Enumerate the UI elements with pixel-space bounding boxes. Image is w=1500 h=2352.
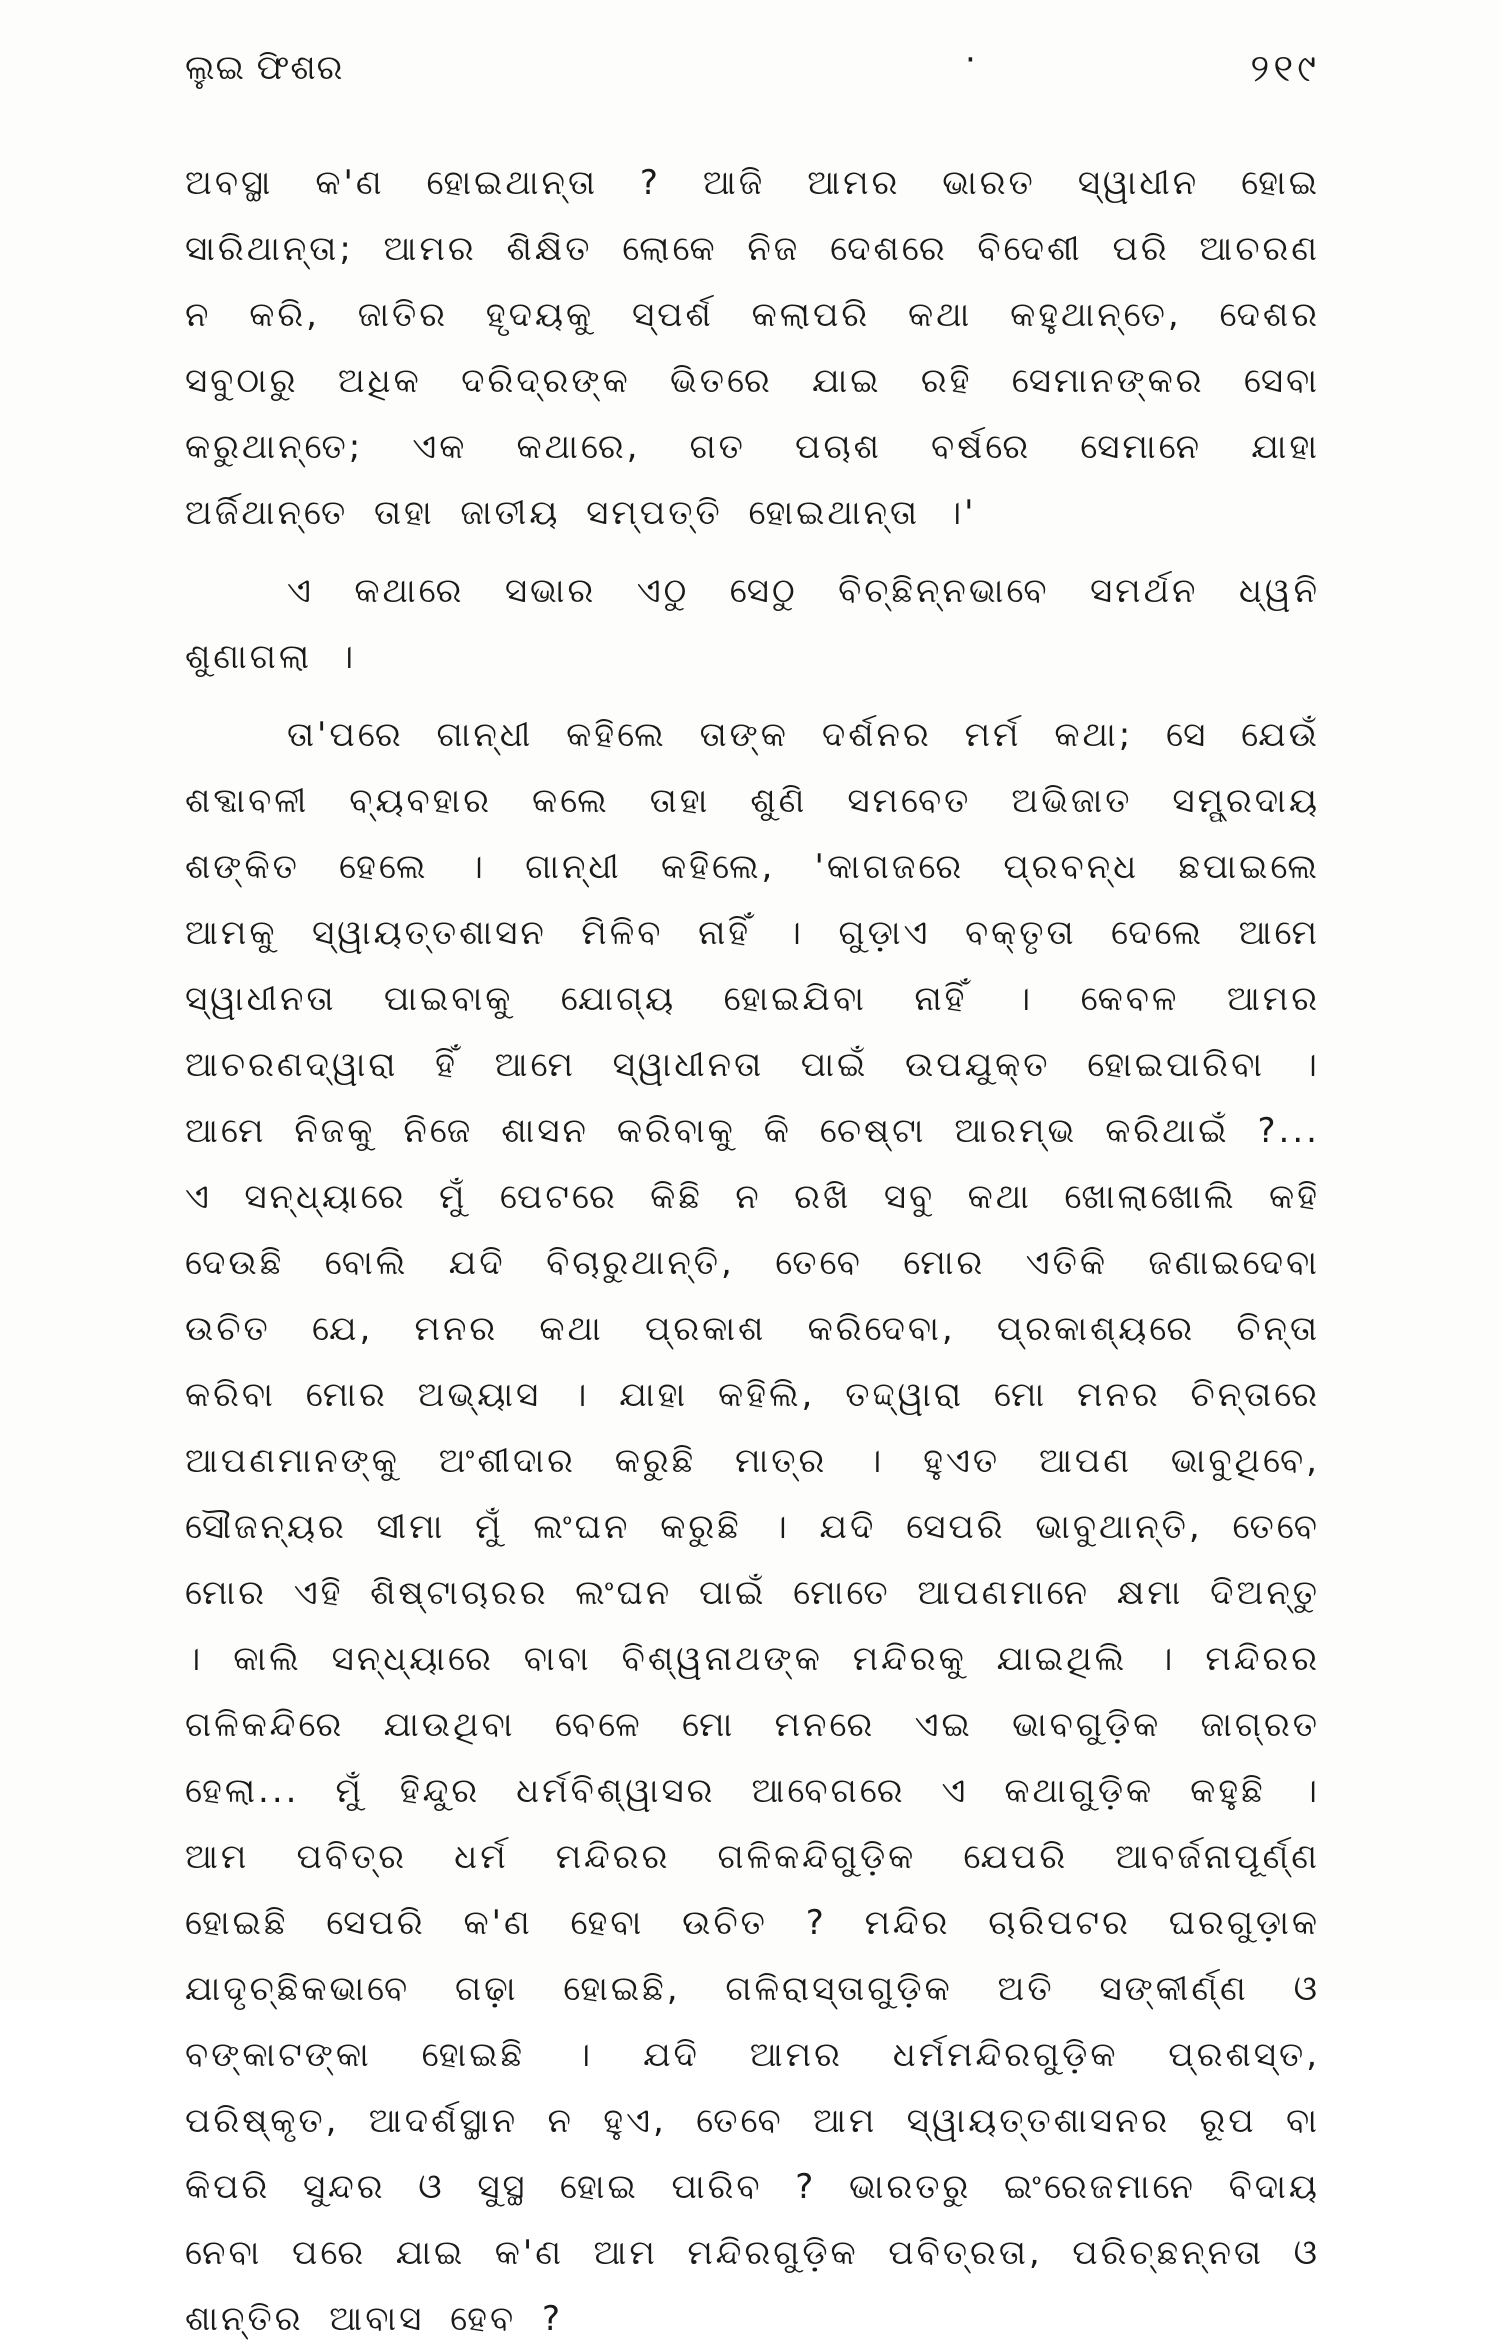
header-title: ଲୁଇ ଫିଶର: [185, 48, 344, 88]
paragraph-applause: ଏ କଥାରେ ସଭାର ଏଠୁ ସେଠୁ ବିଚ୍ଛିନ୍ନଭାବେ ସମର୍ଥନ ଧ୍ୱନି ଶୁଣାଗଲା ।: [185, 571, 1320, 677]
running-header: [185, 40, 1320, 100]
header-dot: ·: [965, 40, 976, 80]
page-number: ୨୧୯: [1250, 46, 1320, 90]
paragraph-gandhi-speech: ତା'ପରେ ଗାନ୍ଧୀ କହିଲେ ତାଙ୍କ ଦର୍ଶନର ମର୍ମ କଥା; ସେ ଯେଉଁ ଶବ୍ଦାବଳୀ ବ୍ୟବହାର କଲେ ତାହା ଶୁଣି ସମବେତ ଅଭିଜାତ ସମ୍ପ୍ରଦାୟ ଶଙ୍କିତ ହେଲେ । ଗାନ୍ଧୀ କହିଲେ, 'କାଗଜରେ ପ୍ରବନ୍ଧ ଛପାଇଲେ ଆମକୁ ସ୍ୱାୟତ୍ତଶାସନ ମିଳିବ ନାହିଁ । ଗୁଡ଼ାଏ ବକ୍ତୃତା ଦେଲେ ଆମେ ସ୍ୱାଧୀନତା ପାଇବାକୁ ଯୋଗ୍ୟ ହୋଇଯିବା ନାହିଁ । କେବଳ ଆମର ଆଚରଣଦ୍ୱାରା ହିଁ ଆମେ ସ୍ୱାଧୀନତା ପାଇଁ ଉପଯୁକ୍ତ ହୋଇପାରିବା । ଆମେ ନିଜକୁ ନିଜେ ଶାସନ କରିବାକୁ କି ଚେଷ୍ଟା ଆରମ୍ଭ କରିଥାଇଁ ?... ଏ ସନ୍ଧ୍ୟାରେ ମୁଁ ପେଟରେ କିଛି ନ ରଖି ସବୁ କଥା ଖୋଲାଖୋଲି କହି ଦେଉଛି ବୋଲି ଯଦି ବିଚାରୁଥାନ୍ତି, ତେବେ ମୋର ଏତିକି ଜଣାଇଦେବା ଉଚିତ ଯେ, ମନର କଥା ପ୍ରକାଶ କରିଦେବା, ପ୍ରକାଶ୍ୟରେ ଚିନ୍ତା କରିବା ମୋର ଅଭ୍ୟାସ । ଯାହା କହିଲି, ତଦ୍ଦ୍ୱାରା ମୋ ମନର ଚିନ୍ତାରେ ଆପଣମାନଙ୍କୁ ଅଂଶୀଦାର କରୁଛି ମାତ୍ର । ହୁଏତ ଆପଣ ଭାବୁଥିବେ, ସୌଜନ୍ୟର ସୀମା ମୁଁ ଲଂଘନ କରୁଛି । ଯଦି ସେପରି ଭାବୁଥାନ୍ତି, ତେବେ ମୋର ଏହି ଶିଷ୍ଟାଚାରର ଲଂଘନ ପାଇଁ ମୋତେ ଆପଣମାନେ କ୍ଷମା ଦିଅନ୍ତୁ । କାଲି ସନ୍ଧ୍ୟାରେ ବାବା ବିଶ୍ୱନାଥଙ୍କ ମନ୍ଦିରକୁ ଯାଇଥିଲି । ମନ୍ଦିରର ଗଳିକନ୍ଦିରେ ଯାଉଥିବା ବେଳେ ମୋ ମନରେ ଏଇ ଭାବଗୁଡ଼ିକ ଜାଗ୍ରତ ହେଲା... ମୁଁ ହିନ୍ଦୁର ଧର୍ମବିଶ୍ୱାସର ଆବେଗରେ ଏ କଥାଗୁଡ଼ିକ କହୁଛି । ଆମ ପବିତ୍ର ଧର୍ମ ମନ୍ଦିରର ଗଳିକନ୍ଦିଗୁଡ଼ିକ ଯେପରି ଆବର୍ଜନାପୂର୍ଣ୍ଣ ହୋଇଛି ସେପରି କ'ଣ ହେବା ଉଚିତ ? ମନ୍ଦିର ଚାରିପଟର ଘରଗୁଡ଼ାକ ଯାଦୃଚ୍ଛିକଭାବେ ଗଢ଼ା ହୋଇଛି, ଗଳିରାସ୍ତାଗୁଡ଼ିକ ଅତି ସଙ୍କୀର୍ଣ୍ଣ ଓ ବଙ୍କାଟଙ୍କା ହୋଇଛି । ଯଦି ଆମର ଧର୍ମମନ୍ଦିରଗୁଡ଼ିକ ପ୍ରଶସ୍ତ, ପରିଷ୍କୃତ, ଆଦର୍ଶସ୍ଥାନ ନ ହୁଏ, ତେବେ ଆମ ସ୍ୱାୟତ୍ତଶାସନର ରୂପ ବା କିପରି ସୁନ୍ଦର ଓ ସୁସ୍ଥ ହୋଇ ପାରିବ ? ଭାରତରୁ ଇଂରେଜମାନେ ବିଦାୟ ନେବା ପରେ ଯାଇ କ'ଣ ଆମ ମନ୍ଦିରଗୁଡ଼ିକ ପବିତ୍ରତା, ପରିଚ୍ଛନ୍ନତା ଓ ଶାନ୍ତିର ଆବାସ ହେବ ?: [185, 715, 1321, 2339]
body-text: [185, 150, 1320, 2352]
paragraph-continued: ଅବସ୍ଥା କ'ଣ ହୋଇଥାନ୍ତା ? ଆଜି ଆମର ଭାରତ ସ୍ୱାଧୀନ ହୋଇ ସାରିଥାନ୍ତା; ଆମର ଶିକ୍ଷିତ ଲୋକେ ନିଜ ଦେଶରେ ବିଦେଶୀ ପରି ଆଚରଣ ନ କରି, ଜାତିର ହୃଦୟକୁ ସ୍ପର୍ଶ କଲାପରି କଥା କହୁଥାନ୍ତେ, ଦେଶର ସବୁଠାରୁ ଅଧିକ ଦରିଦ୍ରଙ୍କ ଭିତରେ ଯାଇ ରହି ସେମାନଙ୍କର ସେବା କରୁଥାନ୍ତେ; ଏକ କଥାରେ, ଗତ ପଚାଶ ବର୍ଷରେ ସେମାନେ ଯାହା ଅର୍ଜିଥାନ୍ତେ ତାହା ଜାତୀୟ ସମ୍ପତ୍ତି ହୋଇଥାନ୍ତା ।': [185, 163, 1320, 533]
